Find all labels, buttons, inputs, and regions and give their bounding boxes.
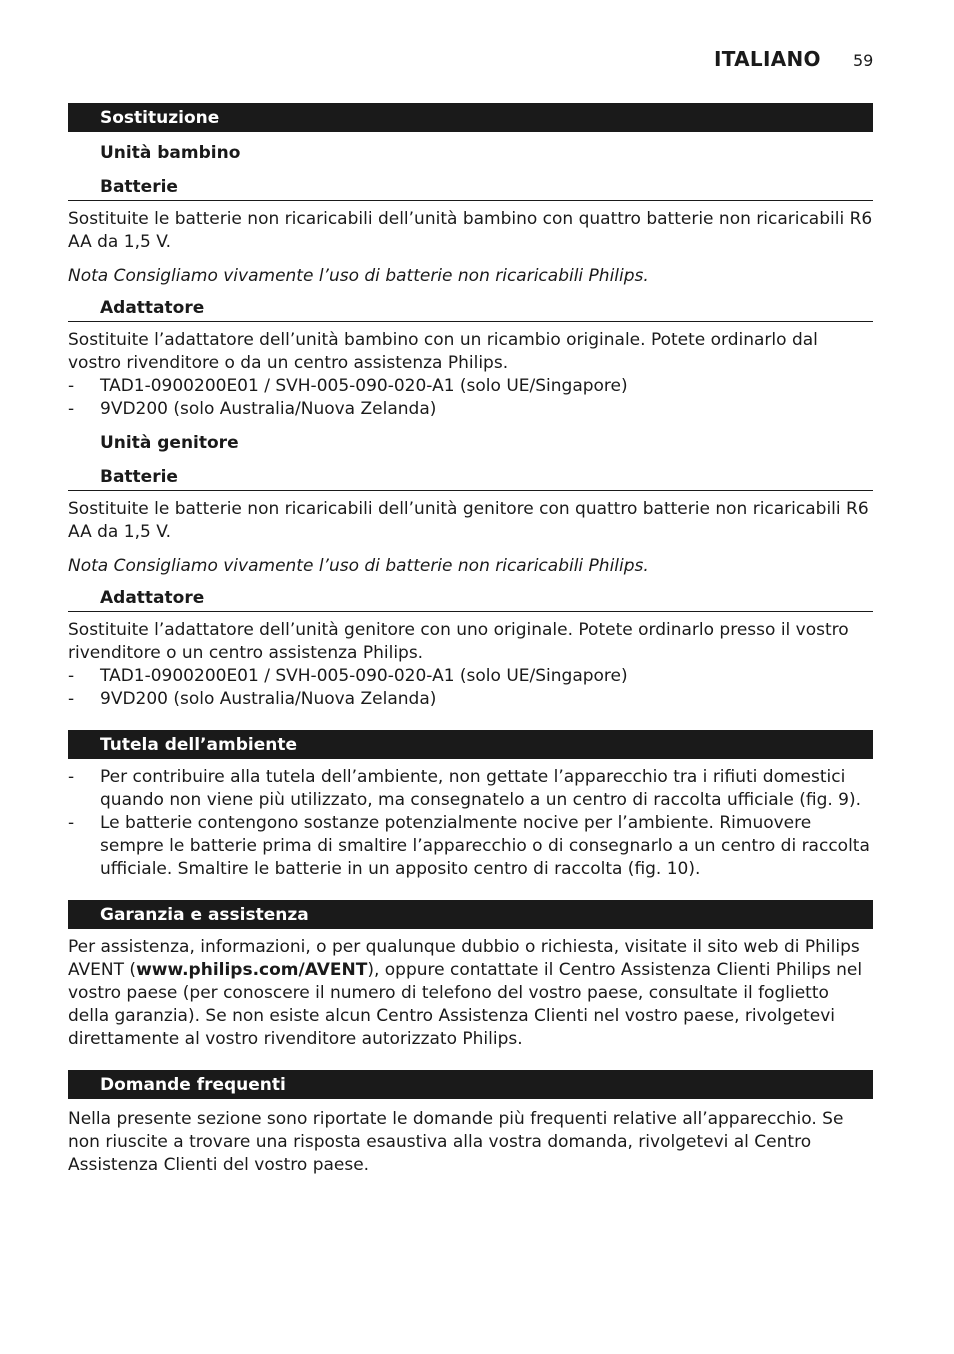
paragraph-domande: Nella presente sezione sono riportate le domande più frequenti relative all’apparecchio. Se non riuscite a trovare una risposta esaustiva alla vostra domanda, rivolgetevi al Centro Assistenza Clienti del vostro paese. (68, 1109, 844, 1175)
list-item: - Per contribuire alla tutela dell’ambiente, non gettate l’apparecchio tra i rifiuti domestici quando non viene più utilizzato, ma consegnatelo a un centro di raccolta ufficiale (fig. 9). (68, 767, 862, 810)
dash-marker: - (68, 376, 75, 396)
dash-marker: - (68, 689, 75, 709)
paragraph-batterie-bambino: Sostituite le batterie non ricaricabili dell’unità bambino con quattro batterie non ricaricabili R6 AA da 1,5 V. (68, 209, 873, 252)
paragraph-adattatore-bambino: Sostituite l’adattatore dell’unità bambino con un ricambio originale. Potete ordinarlo dal vostro rivenditore o da un centro assistenza Philips. (68, 330, 818, 373)
list-tutela (68, 766, 873, 881)
paragraph-adattatore-genitore: Sostituite l’adattatore dell’unità genitore con uno originale. Potete ordinarlo presso il vostro rivenditore o un centro assistenza Philips. (68, 620, 849, 663)
paragraph-batterie-genitore: Sostituite le batterie non ricaricabili dell’unità genitore con quattro batterie non ricaricabili R6 AA da 1,5 V. (68, 499, 869, 542)
subhead-adattatore-genitore: Adattatore (68, 588, 873, 612)
section-bar-tutela: Tutela dell’ambiente (68, 730, 873, 759)
note-batterie-genitore: Nota Consigliamo vivamente l’uso di batterie non ricaricabili Philips. (68, 556, 649, 576)
dash-marker: - (68, 767, 75, 787)
list-item: - Le batterie contengono sostanze potenzialmente nocive per l’ambiente. Rimuovere sempre le batterie prima di smaltire l’apparecchio o di consegnarlo a un centro di raccolta ufficiale. Smaltire le batterie in un apposito centro di raccolta (fig. 10). (68, 813, 870, 879)
header-language: ITALIANO (714, 47, 821, 71)
dash-marker: - (68, 813, 75, 833)
paragraph-garanzia: Per assistenza, informazioni, o per qualunque dubbio o richiesta, visitate il sito web di Philips AVENT (www.philips.com/AVENT), oppure contattate il Centro Assistenza Clienti Philips nel vostro paese (per conoscere il numero di telefono del vostro paese, consultate il foglietto della garanzia). Se non esiste alcun Centro Assistenza Clienti nel vostro paese, rivolgetevi direttamente al vostro rivenditore autorizzato Philips. (68, 937, 863, 1049)
subhead-unita-bambino: Unità bambino (100, 143, 241, 163)
section-bar-sostituzione: Sostituzione (68, 103, 873, 132)
page-content (68, 103, 873, 1177)
website-link[interactable]: www.philips.com/AVENT (136, 960, 368, 980)
subhead-unita-genitore: Unità genitore (100, 433, 239, 453)
dash-marker: - (68, 399, 75, 419)
list-item: - 9VD200 (solo Australia/Nuova Zelanda) (68, 399, 437, 419)
list-item: - TAD1-0900200E01 / SVH-005-090-020-A1 (solo UE/Singapore) (68, 376, 628, 396)
list-adattatore-bambino (68, 375, 873, 421)
section-bar-domande: Domande frequenti (68, 1070, 873, 1099)
subhead-adattatore-bambino: Adattatore (68, 298, 873, 322)
note-batterie-bambino: Nota Consigliamo vivamente l’uso di batterie non ricaricabili Philips. (68, 266, 649, 286)
list-item: - TAD1-0900200E01 / SVH-005-090-020-A1 (solo UE/Singapore) (68, 666, 628, 686)
subhead-batterie-genitore: Batterie (68, 467, 873, 491)
page-number: 59 (853, 51, 874, 70)
section-bar-garanzia: Garanzia e assistenza (68, 900, 873, 929)
dash-marker: - (68, 666, 75, 686)
list-item: - 9VD200 (solo Australia/Nuova Zelanda) (68, 689, 437, 709)
subhead-batterie-bambino: Batterie (68, 177, 873, 201)
list-adattatore-genitore (68, 665, 873, 711)
